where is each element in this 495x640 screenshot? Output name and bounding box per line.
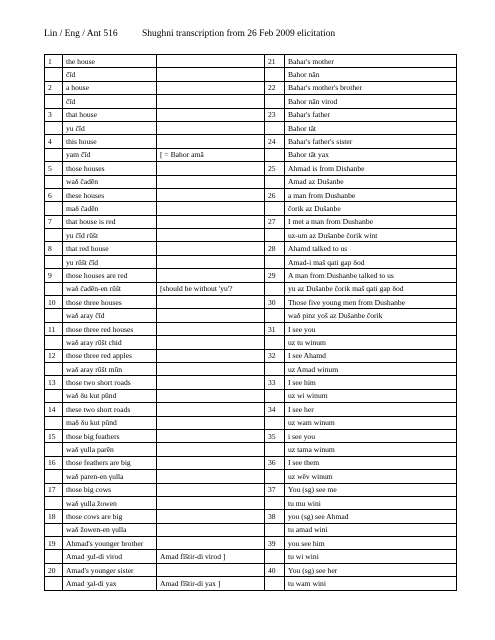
right-number-cell xyxy=(265,577,285,590)
table-row xyxy=(45,81,457,94)
table-row xyxy=(45,550,457,563)
left-item-cell: waδ aray čīd xyxy=(63,309,157,322)
right-item-cell: tu mu wini xyxy=(285,496,457,509)
right-number-cell: 27 xyxy=(265,215,285,228)
table-row xyxy=(45,296,457,309)
left-item-cell: yu čīd xyxy=(63,121,157,134)
left-item-cell: waδ paren-en γulla xyxy=(63,470,157,483)
right-number-cell: 26 xyxy=(265,188,285,201)
table-row xyxy=(45,483,457,496)
right-item-cell: Bahor nān xyxy=(285,68,457,81)
left-item-cell: maδ čadēn xyxy=(63,202,157,215)
left-item-cell: waδ aray rūšt chid xyxy=(63,336,157,349)
right-item-cell: Those five young men from Dushanbe xyxy=(285,296,457,309)
note-cell xyxy=(157,81,265,94)
right-item-cell: you see him xyxy=(285,537,457,550)
table-row xyxy=(45,429,457,442)
left-number-cell: 1 xyxy=(45,55,63,68)
note-cell xyxy=(157,296,265,309)
right-number-cell xyxy=(265,416,285,429)
table-row xyxy=(45,242,457,255)
note-cell xyxy=(157,349,265,362)
table-row xyxy=(45,215,457,228)
right-item-cell: you (sg) see Ahmad xyxy=(285,510,457,523)
left-number-cell: 19 xyxy=(45,537,63,550)
left-item-cell: Amad's younger sister xyxy=(63,563,157,576)
right-number-cell xyxy=(265,309,285,322)
note-cell xyxy=(157,443,265,456)
right-item-cell: Ahmad is from Dishanbe xyxy=(285,162,457,175)
left-item-cell: waδ čadēn xyxy=(63,175,157,188)
table-row xyxy=(45,95,457,108)
right-number-cell: 24 xyxy=(265,135,285,148)
note-cell xyxy=(157,229,265,242)
left-item-cell: a house xyxy=(63,81,157,94)
left-item-cell: those big feathers xyxy=(63,429,157,442)
left-number-cell xyxy=(45,362,63,375)
left-item-cell: yu čīd rūšt xyxy=(63,229,157,242)
note-cell xyxy=(157,175,265,188)
table-row xyxy=(45,456,457,469)
right-number-cell xyxy=(265,470,285,483)
right-number-cell: 40 xyxy=(265,563,285,576)
right-item-cell: uz tama winum xyxy=(285,443,457,456)
right-item-cell: Bahor tāt yax xyxy=(285,148,457,161)
left-item-cell: Ahmad's younger brother xyxy=(63,537,157,550)
right-item-cell: Ahamd talked to us xyxy=(285,242,457,255)
left-number-cell: 17 xyxy=(45,483,63,496)
document-title: Shughni transcription from 26 Feb 2009 elicitation xyxy=(142,29,336,39)
right-number-cell xyxy=(265,202,285,215)
right-item-cell: uz wēv winum xyxy=(285,470,457,483)
right-item-cell: uz-um az Dušanbe čorik wint xyxy=(285,229,457,242)
left-number-cell xyxy=(45,470,63,483)
left-number-cell: 5 xyxy=(45,162,63,175)
right-item-cell: I see you xyxy=(285,322,457,335)
right-number-cell xyxy=(265,336,285,349)
right-item-cell: A man from Dushanbe talked to us xyxy=(285,269,457,282)
left-number-cell: 8 xyxy=(45,242,63,255)
note-cell xyxy=(157,362,265,375)
note-cell xyxy=(157,429,265,442)
left-number-cell xyxy=(45,496,63,509)
table-row xyxy=(45,255,457,268)
right-number-cell: 39 xyxy=(265,537,285,550)
right-item-cell: uz wam winum xyxy=(285,416,457,429)
right-item-cell: čorik az Dušanbe xyxy=(285,202,457,215)
note-cell xyxy=(157,188,265,201)
note-cell xyxy=(157,255,265,268)
left-item-cell: maδ δu kut pūnd xyxy=(63,416,157,429)
left-number-cell: 14 xyxy=(45,403,63,416)
right-number-cell xyxy=(265,496,285,509)
right-item-cell: tu wam wini xyxy=(285,577,457,590)
note-cell: Amad fīštir-di virod ] xyxy=(157,550,265,563)
left-item-cell: that house is red xyxy=(63,215,157,228)
table-row xyxy=(45,322,457,335)
right-number-cell: 22 xyxy=(265,81,285,94)
right-item-cell: Bahar's mother xyxy=(285,55,457,68)
right-item-cell: yu az Dušanbe čorik maš qati gap δod xyxy=(285,282,457,295)
table-row xyxy=(45,349,457,362)
right-number-cell: 28 xyxy=(265,242,285,255)
note-cell xyxy=(157,121,265,134)
left-item-cell: this house xyxy=(63,135,157,148)
note-cell xyxy=(157,389,265,402)
left-item-cell: waδ žowen-en γulla xyxy=(63,523,157,536)
right-number-cell: 21 xyxy=(265,55,285,68)
right-item-cell: Bahor tāt xyxy=(285,121,457,134)
table-row xyxy=(45,416,457,429)
course-label: Lin / Eng / Ant 516 xyxy=(44,29,118,39)
left-item-cell: those two short roads xyxy=(63,376,157,389)
table-row xyxy=(45,523,457,536)
right-number-cell xyxy=(265,443,285,456)
table-row xyxy=(45,188,457,201)
left-number-cell: 15 xyxy=(45,429,63,442)
table-row xyxy=(45,309,457,322)
left-item-cell: čīd xyxy=(63,68,157,81)
left-item-cell: waδ δu kut pūnd xyxy=(63,389,157,402)
right-item-cell: uz wi winum xyxy=(285,389,457,402)
left-item-cell: these houses xyxy=(63,188,157,201)
left-number-cell xyxy=(45,255,63,268)
left-item-cell: those feathers are big xyxy=(63,456,157,469)
table-row xyxy=(45,108,457,121)
left-number-cell: 12 xyxy=(45,349,63,362)
left-item-cell: these two short roads xyxy=(63,403,157,416)
note-cell: [should be without 'yu'? xyxy=(157,282,265,295)
right-item-cell: i see you xyxy=(285,429,457,442)
right-number-cell xyxy=(265,148,285,161)
left-item-cell: waδ aray rūšt mūn xyxy=(63,362,157,375)
right-number-cell xyxy=(265,550,285,563)
left-number-cell: 6 xyxy=(45,188,63,201)
elicitation-table xyxy=(44,54,457,591)
left-item-cell: the house xyxy=(63,55,157,68)
right-number-cell: 32 xyxy=(265,349,285,362)
note-cell xyxy=(157,269,265,282)
right-number-cell xyxy=(265,95,285,108)
table-row xyxy=(45,577,457,590)
left-item-cell: that house xyxy=(63,108,157,121)
right-item-cell: Bahar's father xyxy=(285,108,457,121)
right-number-cell: 36 xyxy=(265,456,285,469)
table-row xyxy=(45,175,457,188)
left-number-cell: 2 xyxy=(45,81,63,94)
right-number-cell xyxy=(265,389,285,402)
note-cell xyxy=(157,108,265,121)
right-item-cell: Amad az Dušanbe xyxy=(285,175,457,188)
left-number-cell: 10 xyxy=(45,296,63,309)
left-item-cell: Amad ʒal-di yax xyxy=(63,577,157,590)
table-row xyxy=(45,55,457,68)
right-item-cell: tu amad wini xyxy=(285,523,457,536)
table-row xyxy=(45,121,457,134)
right-number-cell xyxy=(265,175,285,188)
left-number-cell: 7 xyxy=(45,215,63,228)
left-item-cell: waδ γulla parēn xyxy=(63,443,157,456)
note-cell xyxy=(157,496,265,509)
right-number-cell xyxy=(265,362,285,375)
table-row xyxy=(45,229,457,242)
note-cell xyxy=(157,456,265,469)
table-body xyxy=(45,55,457,591)
table-row xyxy=(45,162,457,175)
note-cell xyxy=(157,135,265,148)
left-number-cell xyxy=(45,175,63,188)
right-item-cell: I see Ahamd xyxy=(285,349,457,362)
right-number-cell xyxy=(265,282,285,295)
right-number-cell: 38 xyxy=(265,510,285,523)
left-item-cell: waδ čadēn-en rūšt xyxy=(63,282,157,295)
left-item-cell: those houses xyxy=(63,162,157,175)
table-row xyxy=(45,376,457,389)
left-number-cell xyxy=(45,443,63,456)
left-number-cell xyxy=(45,309,63,322)
left-number-cell: 3 xyxy=(45,108,63,121)
table-row xyxy=(45,68,457,81)
right-item-cell: I see them xyxy=(285,456,457,469)
right-number-cell: 31 xyxy=(265,322,285,335)
left-item-cell: those houses are red xyxy=(63,269,157,282)
left-item-cell: those three red houses xyxy=(63,322,157,335)
left-item-cell: waδ γulla žowen xyxy=(63,496,157,509)
left-item-cell: yu rūšt čīd xyxy=(63,255,157,268)
right-item-cell: Bahar's father's sister xyxy=(285,135,457,148)
note-cell xyxy=(157,242,265,255)
left-number-cell: 18 xyxy=(45,510,63,523)
left-number-cell xyxy=(45,229,63,242)
right-item-cell: I see her xyxy=(285,403,457,416)
note-cell: Amad fīštir-di yax ] xyxy=(157,577,265,590)
right-item-cell: uz tu winum xyxy=(285,336,457,349)
table-row xyxy=(45,135,457,148)
table-row xyxy=(45,148,457,161)
note-cell xyxy=(157,470,265,483)
table-row xyxy=(45,510,457,523)
right-item-cell: You (sg) see me xyxy=(285,483,457,496)
right-number-cell xyxy=(265,255,285,268)
right-number-cell: 33 xyxy=(265,376,285,389)
table-row xyxy=(45,537,457,550)
left-number-cell xyxy=(45,68,63,81)
right-item-cell: Bahar's mother's brother xyxy=(285,81,457,94)
left-item-cell: Amad ʒul-di virod xyxy=(63,550,157,563)
left-number-cell xyxy=(45,577,63,590)
note-cell xyxy=(157,336,265,349)
note-cell xyxy=(157,376,265,389)
note-cell xyxy=(157,483,265,496)
table-row xyxy=(45,269,457,282)
left-number-cell xyxy=(45,416,63,429)
note-cell xyxy=(157,309,265,322)
left-number-cell xyxy=(45,389,63,402)
table-row xyxy=(45,470,457,483)
table-row xyxy=(45,282,457,295)
note-cell xyxy=(157,202,265,215)
right-number-cell xyxy=(265,121,285,134)
right-number-cell xyxy=(265,523,285,536)
note-cell xyxy=(157,162,265,175)
right-item-cell: uz Amad winum xyxy=(285,362,457,375)
left-number-cell: 20 xyxy=(45,563,63,576)
note-cell xyxy=(157,510,265,523)
note-cell xyxy=(157,403,265,416)
table-row xyxy=(45,563,457,576)
table-row xyxy=(45,443,457,456)
left-number-cell xyxy=(45,95,63,108)
right-number-cell: 37 xyxy=(265,483,285,496)
note-cell: [ = Bahor amā xyxy=(157,148,265,161)
left-number-cell: 13 xyxy=(45,376,63,389)
right-item-cell: a man from Dushanbe xyxy=(285,188,457,201)
right-number-cell: 30 xyxy=(265,296,285,309)
left-item-cell: that red house xyxy=(63,242,157,255)
right-number-cell: 35 xyxy=(265,429,285,442)
left-item-cell: those three houses xyxy=(63,296,157,309)
note-cell xyxy=(157,563,265,576)
left-number-cell xyxy=(45,550,63,563)
left-number-cell: 9 xyxy=(45,269,63,282)
right-item-cell: Amad-i maš qati gap δod xyxy=(285,255,457,268)
table-row xyxy=(45,336,457,349)
left-number-cell: 16 xyxy=(45,456,63,469)
note-cell xyxy=(157,55,265,68)
note-cell xyxy=(157,95,265,108)
right-item-cell: tu wi wini xyxy=(285,550,457,563)
right-number-cell: 29 xyxy=(265,269,285,282)
note-cell xyxy=(157,416,265,429)
left-item-cell: yam čīd xyxy=(63,148,157,161)
right-item-cell: waδ pinz yoš az Dušanbe čorik xyxy=(285,309,457,322)
left-number-cell xyxy=(45,148,63,161)
table-row xyxy=(45,202,457,215)
table-row xyxy=(45,403,457,416)
right-item-cell: You (sg) see her xyxy=(285,563,457,576)
right-item-cell: Bahor nān virod xyxy=(285,95,457,108)
left-number-cell: 4 xyxy=(45,135,63,148)
right-number-cell xyxy=(265,229,285,242)
left-item-cell: those cows are big xyxy=(63,510,157,523)
right-number-cell: 34 xyxy=(265,403,285,416)
left-item-cell: those three red apples xyxy=(63,349,157,362)
left-item-cell: those big cows xyxy=(63,483,157,496)
note-cell xyxy=(157,537,265,550)
left-item-cell: čīd xyxy=(63,95,157,108)
left-number-cell xyxy=(45,336,63,349)
left-number-cell xyxy=(45,121,63,134)
left-number-cell xyxy=(45,523,63,536)
left-number-cell xyxy=(45,282,63,295)
right-item-cell: I met a man from Dushanbe xyxy=(285,215,457,228)
right-number-cell xyxy=(265,68,285,81)
table-row xyxy=(45,362,457,375)
note-cell xyxy=(157,523,265,536)
page-header xyxy=(44,29,335,39)
left-number-cell: 11 xyxy=(45,322,63,335)
left-number-cell xyxy=(45,202,63,215)
note-cell xyxy=(157,322,265,335)
note-cell xyxy=(157,215,265,228)
right-number-cell: 25 xyxy=(265,162,285,175)
right-item-cell: I see him xyxy=(285,376,457,389)
note-cell xyxy=(157,68,265,81)
right-number-cell: 23 xyxy=(265,108,285,121)
table-row xyxy=(45,496,457,509)
table-row xyxy=(45,389,457,402)
